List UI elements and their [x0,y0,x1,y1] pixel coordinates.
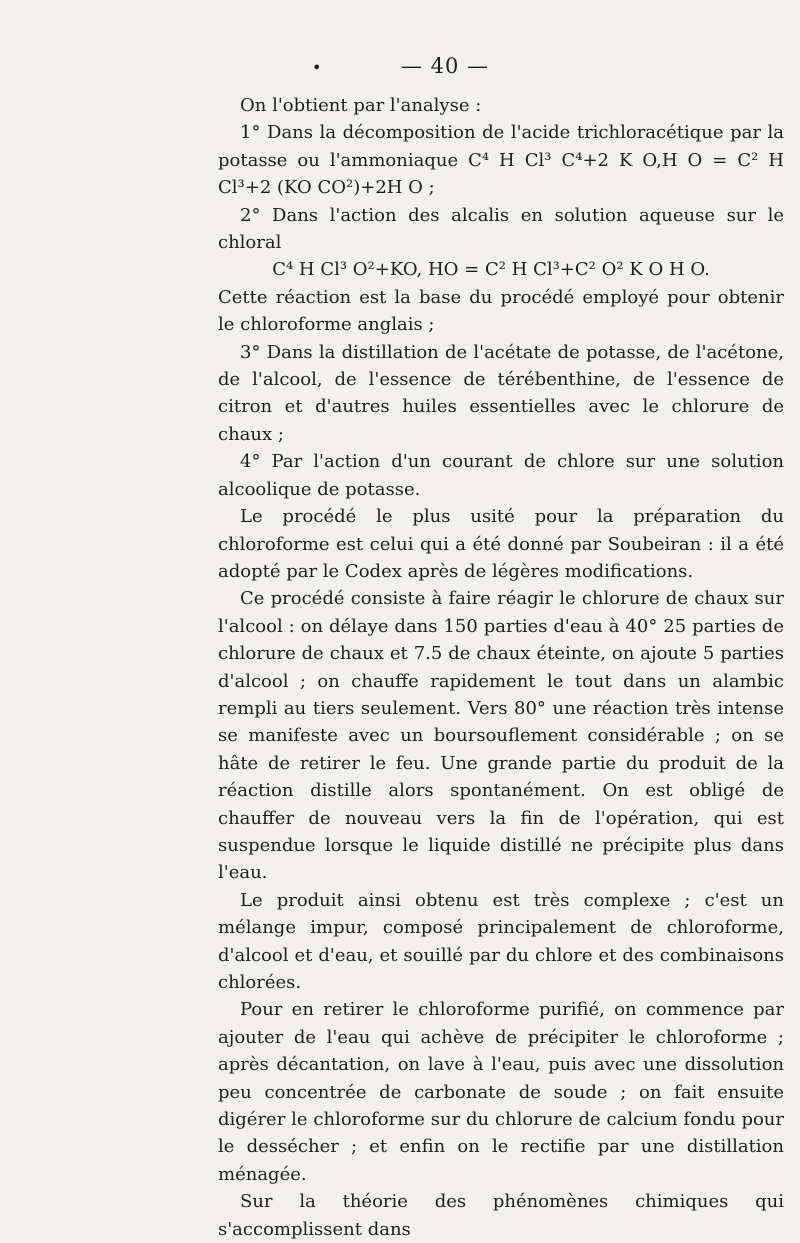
paragraph: Le procédé le plus usité pour la préparation du chloroforme est celui qui a été donné par Soubeiran : il a été adopté par le Codex après de légères modifications. [218,506,784,582]
paragraph: Le produit ainsi obtenu est très complexe ; c'est un mélange impur, composé principalement de chloroforme, d'alcool et d'eau, et souillé par du chlore et des combinaisons chlorées. [218,889,784,993]
paragraph: 3° Dans la distillation de l'acétate de potasse, de l'acétone, de l'alcool, de l'essence de térébenthine, de l'essence de citron et d'autres huiles essentielles avec le chlorure de chaux ; [218,341,784,445]
paragraph: On l'obtient par l'analyse : [240,95,482,116]
formula: C⁴ H Cl³ O²+KO, HO = C² H Cl³+C² O² K O H O. [272,259,710,281]
paragraph: Sur la théorie des phénomènes chimiques qui s'accomplissent dans [218,1191,784,1240]
page-number: — 40 — [400,54,490,78]
paragraph: Cette réaction est la base du procédé employé pour obtenir le chloroforme anglais ; [218,286,784,336]
body-text [218,92,784,1243]
paragraph: 2° Dans l'action des alcalis en solution aqueuse sur le chloral [218,204,784,254]
paragraph: Ce procédé consiste à faire réagir le chlorure de chaux sur l'alcool : on délaye dans 150 parties d'eau à 40° 25 parties de chlorure de chaux et 7.5 de chaux éteinte, on ajoute 5 parties d'alcool ; on chauffe rapidement le tout dans un alambic rempli au tiers seulement. Vers 80° une réaction très intense se manifeste avec un boursouflement considérable ; on se hâte de retirer le feu. Une grande partie du produit de la réaction distille alors spontanément. On est obligé de chauffer de nouveau vers la fin de l'opération, qui est suspendue lorsque le liquide distillé ne précipite plus dans l'eau. [218,588,784,884]
paragraph: 1° Dans la décomposition de l'acide trichloracétique par la potasse ou l'ammoniaque C⁴ H Cl³ C⁴+2 K O,H O = C² H Cl³+2 (KO CO²)+2H O ; [218,122,784,199]
paragraph: Pour en retirer le chloroforme purifié, on commence par ajouter de l'eau qui achève de précipiter le chloroforme ; après décantation, on lave à l'eau, puis avec une dissolution peu concentrée de carbonate de soude ; on fait ensuite digérer le chloroforme sur du chlorure de calcium fondu pour le dessécher ; et enfin on le rectifie par une distillation ménagée. [218,999,784,1185]
page-mark: • [312,58,322,77]
paragraph: 4° Par l'action d'un courant de chlore sur une solution alcoolique de potasse. [218,451,784,500]
